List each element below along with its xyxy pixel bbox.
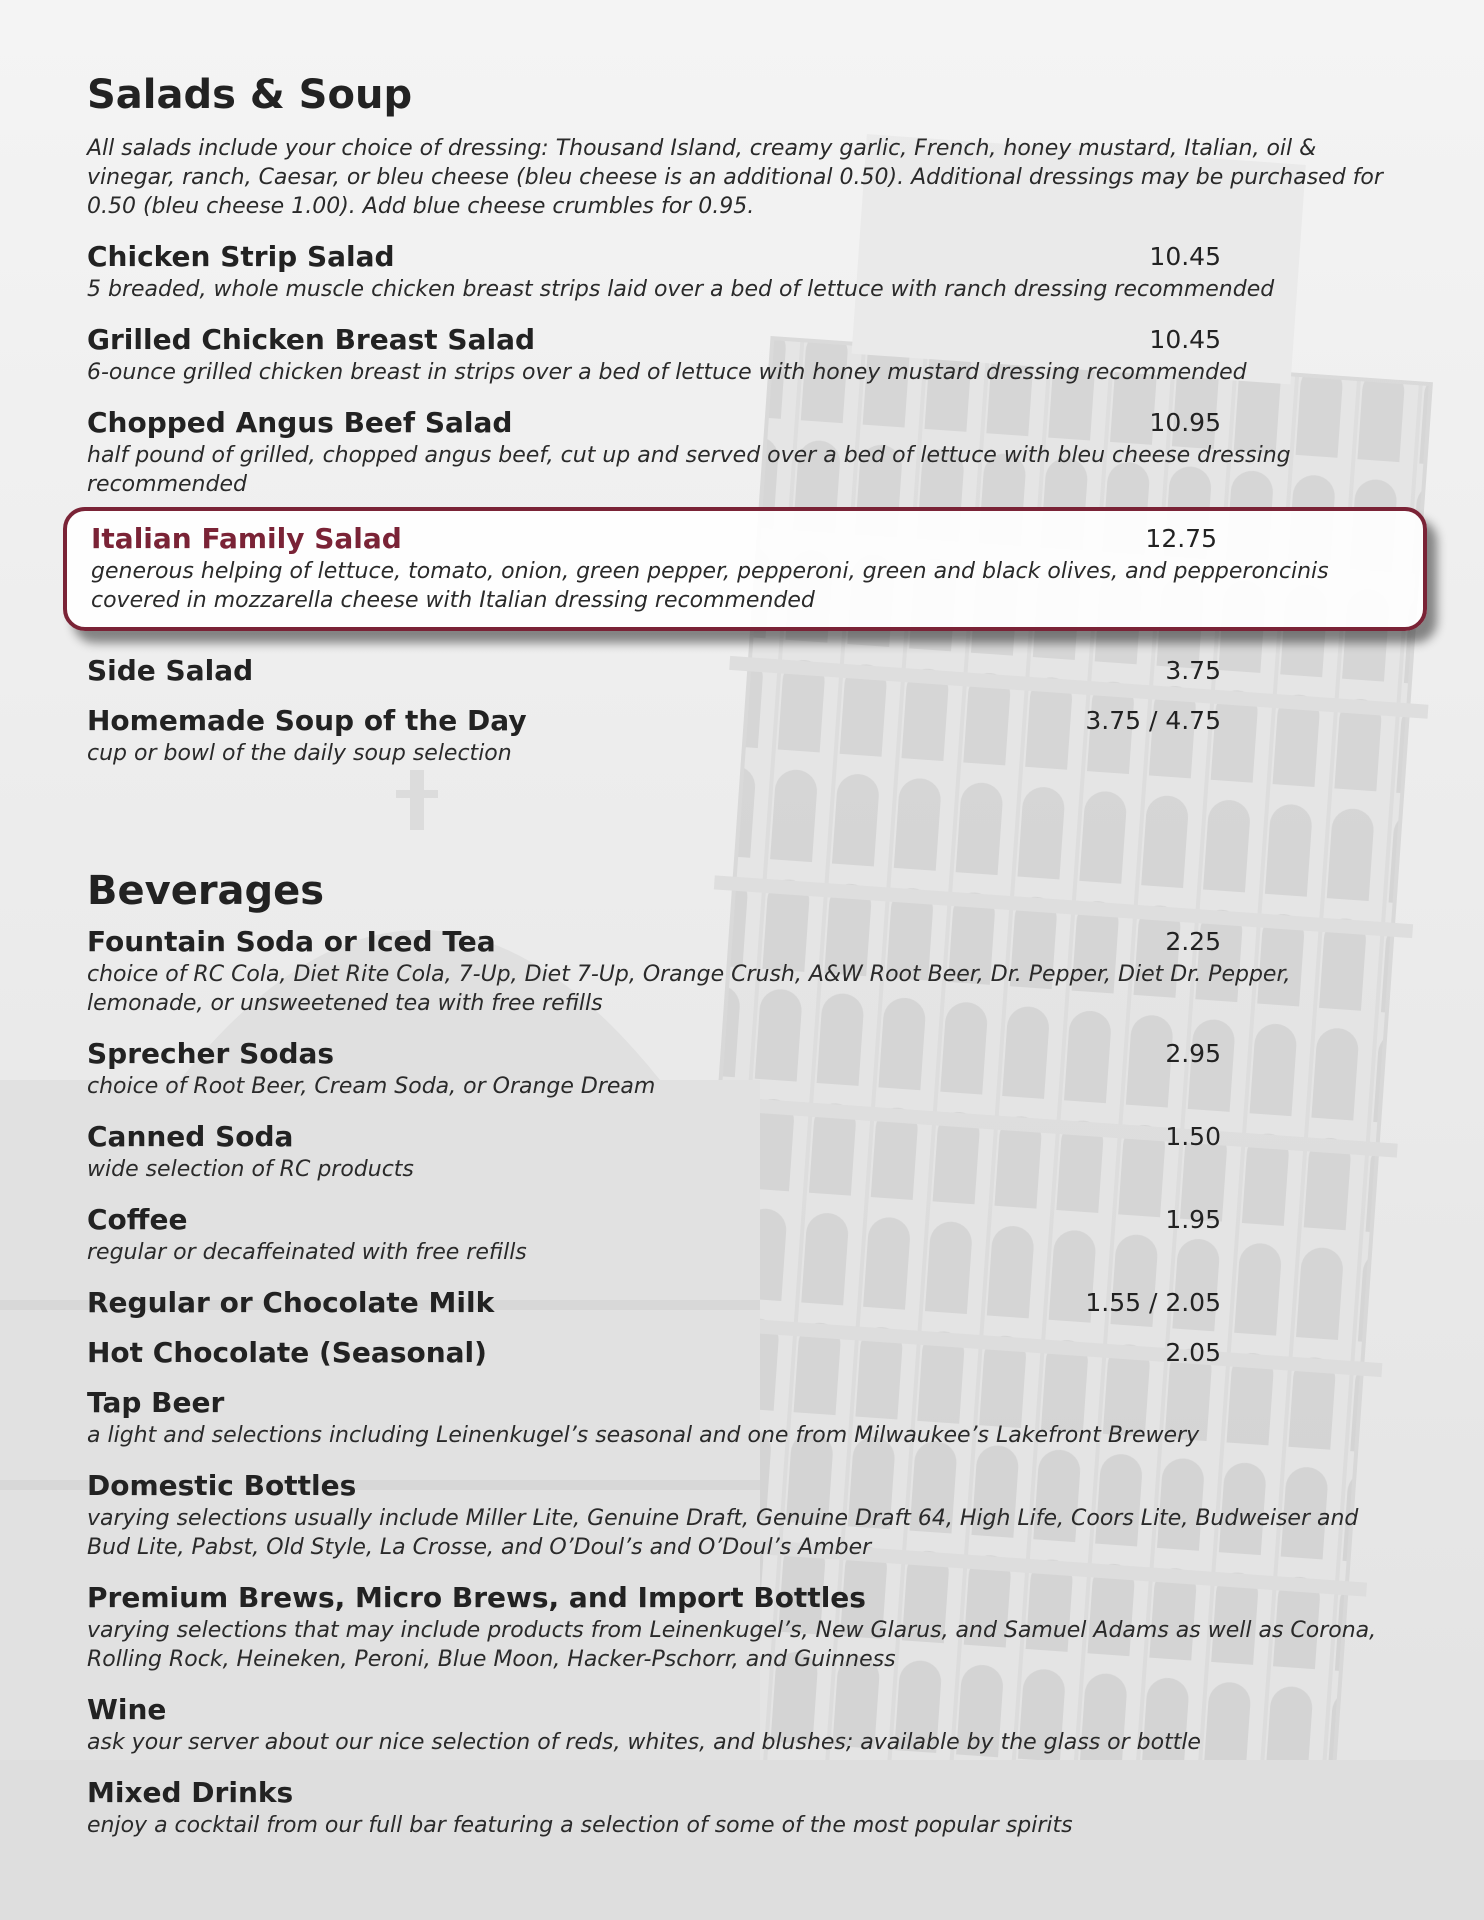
menu-item bbox=[87, 703, 1427, 768]
menu-item bbox=[87, 1468, 1427, 1562]
item-name: Tap Beer bbox=[87, 1386, 225, 1419]
item-name: Side Salad bbox=[87, 654, 254, 687]
item-description: varying selections that may include products from Leinenkugel’s, New Glarus, and Samuel Adams as well as Corona, Rolling Rock, Heineken, Peroni, Blue Moon, Hacker-Pschorr, and Guinness bbox=[87, 1618, 1377, 1672]
item-name: Grilled Chicken Breast Salad bbox=[87, 323, 536, 356]
item-price: 10.95 bbox=[1149, 408, 1221, 437]
item-name: Coffee bbox=[87, 1203, 188, 1236]
item-price: 2.05 bbox=[1165, 1338, 1221, 1367]
item-name: Hot Chocolate (Seasonal) bbox=[87, 1336, 487, 1369]
item-description: choice of Root Beer, Cream Soda, or Orange Dream bbox=[87, 1074, 656, 1099]
item-description: enjoy a cocktail from our full bar featuring a selection of some of the most popular spirits bbox=[87, 1813, 1073, 1838]
salads-intro: All salads include your choice of dressing: Thousand Island, creamy garlic, French, honey mustard, Italian, oil & vinegar, ranch, Caesar, or bleu cheese (bleu cheese is an additional 0.50). Additional dressings may be purchased for 0.50 (bleu cheese 1.00). Add blue cheese crumbles for 0.95. bbox=[87, 136, 1383, 219]
item-description: choice of RC Cola, Diet Rite Cola, 7-Up, Diet 7-Up, Orange Crush, A&W Root Beer, Dr. Pepper, Diet Dr. Pepper, lemonade, or unsweetened tea with free refills bbox=[87, 962, 1291, 1016]
item-price: 1.55 / 2.05 bbox=[1085, 1288, 1221, 1317]
menu-item bbox=[87, 1580, 1427, 1674]
item-price: 3.75 bbox=[1165, 656, 1221, 685]
menu-item bbox=[87, 1385, 1427, 1450]
item-name: Chicken Strip Salad bbox=[87, 240, 395, 273]
section-title-beverages: Beverages bbox=[87, 868, 325, 914]
menu-item bbox=[87, 924, 1427, 1018]
featured-item-name: Italian Family Salad bbox=[91, 522, 402, 555]
item-price: 2.25 bbox=[1165, 927, 1221, 956]
menu-item bbox=[87, 1775, 1427, 1840]
featured-item-box bbox=[63, 507, 1427, 631]
item-name: Regular or Chocolate Milk bbox=[87, 1286, 495, 1319]
menu-content bbox=[87, 70, 1427, 1858]
item-description: 6-ounce grilled chicken breast in strips over a bed of lettuce with honey mustard dressing recommended bbox=[87, 360, 1247, 385]
menu-item bbox=[87, 1119, 1427, 1184]
item-description: 5 breaded, whole muscle chicken breast strips laid over a bed of lettuce with ranch dressing recommended bbox=[87, 277, 1275, 302]
item-name: Premium Brews, Micro Brews, and Import Bottles bbox=[87, 1581, 866, 1614]
item-description: ask your server about our nice selection of reds, whites, and blushes; available by the glass or bottle bbox=[87, 1730, 1201, 1755]
item-description: half pound of grilled, chopped angus beef, cut up and served over a bed of lettuce with bleu cheese dressing recommended bbox=[87, 443, 1291, 497]
item-description: regular or decaffeinated with free refills bbox=[87, 1240, 527, 1265]
item-name: Canned Soda bbox=[87, 1120, 294, 1153]
item-price: 1.50 bbox=[1165, 1122, 1221, 1151]
item-name: Fountain Soda or Iced Tea bbox=[87, 925, 496, 958]
menu-item bbox=[87, 239, 1427, 304]
item-name: Domestic Bottles bbox=[87, 1469, 357, 1502]
menu-item bbox=[87, 1285, 1427, 1321]
item-name: Homemade Soup of the Day bbox=[87, 704, 527, 737]
menu-item bbox=[87, 1692, 1427, 1757]
item-name: Chopped Angus Beef Salad bbox=[87, 406, 513, 439]
featured-item-price: 12.75 bbox=[1145, 524, 1217, 553]
item-price: 2.95 bbox=[1165, 1039, 1221, 1068]
menu-item bbox=[87, 653, 1427, 689]
item-description: varying selections usually include Miller Lite, Genuine Draft, Genuine Draft 64, High Life, Coors Lite, Budweiser and Bud Lite, Pabst, Old Style, La Crosse, and O’Doul’s and O’Doul’s Amber bbox=[87, 1506, 1359, 1560]
item-price: 3.75 / 4.75 bbox=[1085, 706, 1221, 735]
menu-item bbox=[87, 322, 1427, 387]
menu-item bbox=[87, 405, 1427, 499]
item-description: a light and selections including Leinenkugel’s seasonal and one from Milwaukee’s Lakefront Brewery bbox=[87, 1423, 1200, 1448]
menu-item bbox=[87, 1202, 1427, 1267]
item-description: wide selection of RC products bbox=[87, 1157, 414, 1182]
featured-item-description: generous helping of lettuce, tomato, onion, green pepper, pepperoni, green and black olives, and pepperoncinis covered in mozzarella cheese with Italian dressing recommended bbox=[91, 559, 1329, 613]
item-name: Sprecher Sodas bbox=[87, 1037, 335, 1070]
item-price: 10.45 bbox=[1149, 325, 1221, 354]
menu-item bbox=[87, 1036, 1427, 1101]
item-name: Mixed Drinks bbox=[87, 1776, 294, 1809]
item-price: 10.45 bbox=[1149, 242, 1221, 271]
featured-menu-item bbox=[91, 521, 1399, 615]
item-price: 1.95 bbox=[1165, 1205, 1221, 1234]
item-name: Wine bbox=[87, 1693, 167, 1726]
menu-item bbox=[87, 1335, 1427, 1371]
section-title-salads: Salads & Soup bbox=[87, 72, 413, 118]
item-description: cup or bowl of the daily soup selection bbox=[87, 741, 512, 766]
